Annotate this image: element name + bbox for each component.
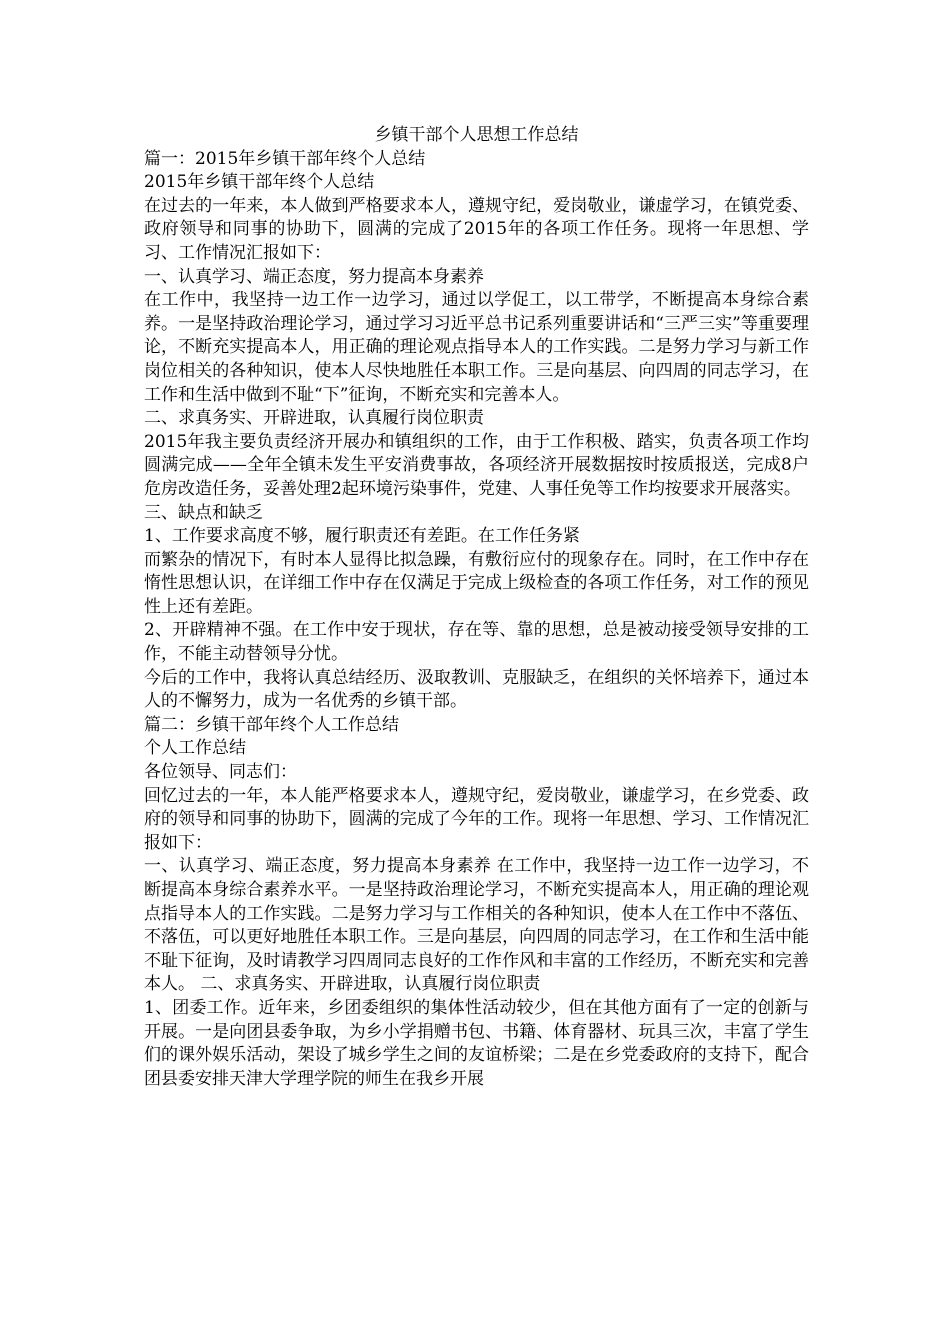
document-page <box>144 124 809 1091</box>
heading-part-one: 篇一：2015年乡镇干部年终个人总结 <box>144 148 426 169</box>
paragraph-shortcoming-2: 2、开辟精神不强。在工作中安于现状，存在等、靠的思想，总是被动接受领导安排的工作，不能主动替领导分忧。 <box>144 620 809 665</box>
paragraph-shortcoming-1: 1、工作要求高度不够，履行职责还有差距。在工作任务紧 <box>144 526 580 547</box>
heading-part-two: 篇二：乡镇干部年终个人工作总结 <box>144 714 399 735</box>
paragraph-study-two: 一、认真学习、端正态度，努力提高本身素养 在工作中，我坚持一边工作一边学习，不断提高本身综合素养水平。一是坚持政治理论学习，不断充实提高本人，用正确的理论观点指导本人的工作实践。二是努力学习与工作相关的各种知识，使本人在工作中不落伍、不落伍，可以更好地胜任本职工作。三是向基层，向四周的同志学习，在工作和生活中能不耻下征询，及时请教学习四周同志良好的工作作风和丰富的工作经历，不断充实和完善本人。 二、求真务实、开辟进取，认真履行岗位职责 <box>144 856 809 995</box>
salutation: 各位领导、同志们： <box>144 762 297 783</box>
section-heading-1: 一、认真学习、端正态度，努力提高本身素养 <box>144 266 484 287</box>
paragraph-review: 回忆过去的一年，本人能严格要求本人，遵规守纪，爱岗敬业，谦虚学习，在乡党委、政府的领导和同事的协助下，圆满的完成了今年的工作。现将一年思想、学习、工作情况汇报如下： <box>144 785 809 853</box>
paragraph-shortcoming-1-cont: 而繁杂的情况下，有时本人显得比拟急躁，有敷衍应付的现象存在。同时，在工作中存在惰性思想认识，在详细工作中存在仅满足于完成上级检查的各项工作任务，对工作的预见性上还有差距。 <box>144 549 809 617</box>
paragraph-duties: 2015年我主要负责经济开展办和镇组织的工作，由于工作积极、踏实，负责各项工作均圆满完成——全年全镇未发生平安消费事故，各项经济开展数据按时按质报送，完成8户危房改造任务，妥善处理2起环境污染事件，党建、人事任免等工作均按要求开展落实。 <box>144 431 809 499</box>
subtitle-part-two: 个人工作总结 <box>144 738 246 759</box>
paragraph-study: 在工作中，我坚持一边工作一边学习，通过以学促工，以工带学，不断提高本身综合素养。一是坚持政治理论学习，通过学习习近平总书记系列重要讲话和“三严三实”等重要理论，不断充实提高本人，用正确的理论观点指导本人的工作实践。二是努力学习与新工作岗位相关的各种知识，使本人尽快地胜任本职工作。三是向基层、向四周的同志学习，在工作和生活中做到不耻“下”征询，不断充实和完善本人。 <box>144 290 809 405</box>
paragraph-intro: 在过去的一年来，本人做到严格要求本人，遵规守纪，爱岗敬业，谦虚学习，在镇党委、政府领导和同事的协助下，圆满的完成了2015年的各项工作任务。现将一年思想、学习、工作情况汇报如下： <box>144 195 809 263</box>
section-heading-2: 二、求真务实、开辟进取，认真履行岗位职责 <box>144 408 484 429</box>
paragraph-future: 今后的工作中，我将认真总结经历、汲取教训、克服缺乏，在组织的关怀培养下，通过本人的不懈努力，成为一名优秀的乡镇干部。 <box>144 667 809 712</box>
document-title: 乡镇干部个人思想工作总结 <box>374 125 579 145</box>
subtitle-part-one: 2015年乡镇干部年终个人总结 <box>144 172 375 193</box>
section-heading-3: 三、缺点和缺乏 <box>144 502 263 523</box>
paragraph-league-work: 1、团委工作。近年来，乡团委组织的集体性活动较少，但在其他方面有了一定的创新与开展。一是向团县委争取，为乡小学捐赠书包、书籍、体育器材、玩具三次，丰富了学生们的课外娱乐活动，架设了城乡学生之间的友谊桥梁；二是在乡党委政府的支持下，配合团县委安排天津大学理学院的师生在我乡开展 <box>144 997 809 1089</box>
